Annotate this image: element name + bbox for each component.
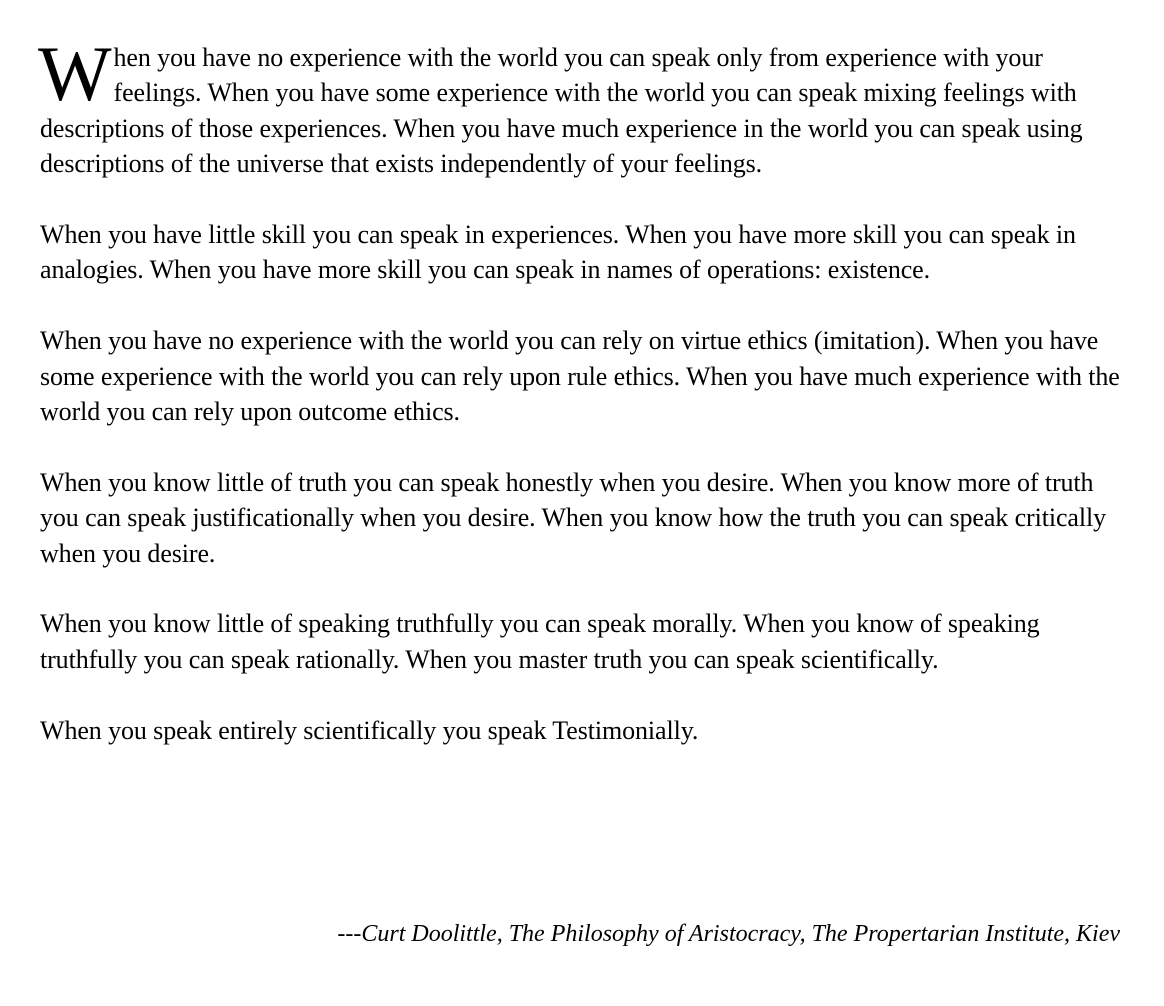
paragraph-2: When you have little skill you can speak in experiences. When you have more skill you can speak in analogies. When you have more skill you can speak in names of operations: existence. xyxy=(40,220,1076,285)
paragraph-3: When you have no experience with the world you can rely on virtue ethics (imitation). When you have some experience with the world you can rely upon rule ethics. When you have much experience with the world you can rely upon outcome ethics. xyxy=(40,326,1120,427)
paragraph-1-text: hen you have no experience with the world you can speak only from experience with your feelings. When you have some experience with the world you can speak mixing feelings with descriptions of those experiences. When you have much experience in the world you can speak using descriptions of the universe that exists independently of your feelings. xyxy=(40,43,1083,179)
drop-cap: W xyxy=(38,30,112,117)
paragraph-4: When you know little of truth you can speak honestly when you desire. When you know more of truth you can speak justificationally when you desire. When you know how the truth you can speak critically when you desire. xyxy=(40,467,1106,568)
paragraph-1 xyxy=(38,30,1124,182)
paragraph-6: When you speak entirely scientifically you speak Testimonially. xyxy=(40,715,699,745)
attribution: ---Curt Doolittle, The Philosophy of Aristocracy, The Propertarian Institute, Kiev xyxy=(337,921,1120,947)
paragraph-5: When you know little of speaking truthfully you can speak morally. When you know of speaking truthfully you can speak rationally. When you master truth you can speak scientifically. xyxy=(40,609,1040,674)
